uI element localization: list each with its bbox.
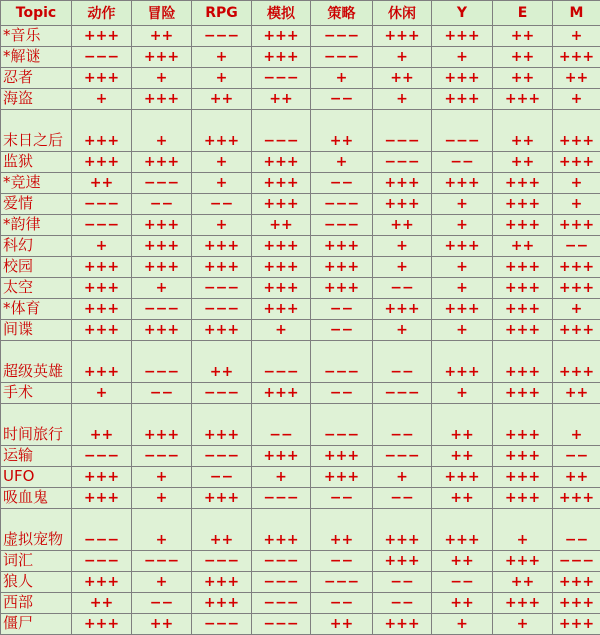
rating-cell: ++ — [132, 26, 192, 47]
rating-cell: +++ — [432, 299, 493, 320]
rating-cell: +++ — [373, 299, 432, 320]
table-row — [1, 383, 600, 404]
rating-cell: −−− — [373, 152, 432, 173]
rating-cell: −−− — [132, 299, 192, 320]
rating-cell: +++ — [553, 320, 600, 341]
rating-cell: +++ — [493, 194, 553, 215]
rating-cell: −−− — [252, 572, 311, 593]
rating-cell: ++ — [72, 173, 132, 194]
rating-cell: +++ — [252, 383, 311, 404]
rating-cell: +++ — [192, 110, 252, 152]
topic-cell: 吸血鬼 — [1, 488, 72, 509]
rating-cell: −− — [311, 89, 373, 110]
rating-cell: −−− — [192, 614, 252, 635]
rating-cell: −−− — [373, 446, 432, 467]
rating-cell: +++ — [432, 509, 493, 551]
header-e: E — [493, 1, 553, 26]
rating-cell: +++ — [493, 320, 553, 341]
rating-cell: ++ — [373, 215, 432, 236]
rating-cell: +++ — [493, 299, 553, 320]
topic-cell: 太空 — [1, 278, 72, 299]
rating-cell: +++ — [72, 110, 132, 152]
rating-cell: −−− — [252, 68, 311, 89]
rating-cell: −−− — [373, 383, 432, 404]
table-row — [1, 47, 600, 68]
rating-cell: ++ — [373, 68, 432, 89]
rating-cell: −− — [373, 278, 432, 299]
header-simulation: 模拟 — [252, 1, 311, 26]
table-row — [1, 404, 600, 446]
rating-cell: −−− — [132, 446, 192, 467]
table-row — [1, 215, 600, 236]
rating-cell: + — [132, 110, 192, 152]
rating-cell: +++ — [432, 236, 493, 257]
rating-cell: +++ — [192, 257, 252, 278]
header-adventure: 冒险 — [132, 1, 192, 26]
rating-cell: +++ — [252, 152, 311, 173]
rating-cell: −−− — [72, 194, 132, 215]
table-row — [1, 593, 600, 614]
topic-cell: *竞速 — [1, 173, 72, 194]
rating-cell: + — [192, 173, 252, 194]
rating-cell: −−− — [192, 26, 252, 47]
rating-cell: −−− — [252, 614, 311, 635]
rating-cell: +++ — [72, 467, 132, 488]
topic-cell: 爱情 — [1, 194, 72, 215]
rating-cell: +++ — [311, 236, 373, 257]
rating-cell: + — [132, 278, 192, 299]
rating-cell: −− — [553, 236, 600, 257]
rating-cell: +++ — [72, 341, 132, 383]
rating-cell: +++ — [252, 257, 311, 278]
rating-cell: +++ — [252, 299, 311, 320]
rating-cell: +++ — [432, 68, 493, 89]
rating-cell: −− — [373, 341, 432, 383]
rating-cell: +++ — [192, 236, 252, 257]
rating-cell: +++ — [493, 404, 553, 446]
topic-cell: UFO — [1, 467, 72, 488]
rating-cell: ++ — [553, 68, 600, 89]
rating-cell: + — [553, 194, 600, 215]
rating-cell: + — [373, 467, 432, 488]
rating-cell: −−− — [252, 593, 311, 614]
rating-cell: ++ — [311, 614, 373, 635]
rating-cell: ++ — [493, 572, 553, 593]
table-row — [1, 89, 600, 110]
rating-cell: + — [252, 467, 311, 488]
rating-cell: ++ — [192, 341, 252, 383]
rating-cell: +++ — [553, 488, 600, 509]
rating-cell: −− — [311, 593, 373, 614]
rating-cell: −− — [252, 404, 311, 446]
rating-cell: +++ — [432, 26, 493, 47]
rating-cell: + — [373, 89, 432, 110]
rating-cell: ++ — [192, 509, 252, 551]
table-row — [1, 446, 600, 467]
rating-cell: +++ — [192, 593, 252, 614]
rating-cell: +++ — [311, 278, 373, 299]
rating-cell: −−− — [553, 551, 600, 572]
rating-cell: −−− — [252, 488, 311, 509]
rating-cell: + — [432, 278, 493, 299]
rating-cell: −− — [373, 404, 432, 446]
rating-cell: + — [432, 194, 493, 215]
rating-cell: +++ — [132, 404, 192, 446]
rating-cell: −−− — [311, 341, 373, 383]
rating-cell: +++ — [311, 446, 373, 467]
rating-cell: + — [373, 257, 432, 278]
header-rpg: RPG — [192, 1, 252, 26]
rating-cell: −−− — [192, 446, 252, 467]
topic-cell: 词汇 — [1, 551, 72, 572]
rating-cell: +++ — [72, 26, 132, 47]
topic-cell: *音乐 — [1, 26, 72, 47]
rating-cell: −− — [311, 383, 373, 404]
rating-cell: ++ — [553, 383, 600, 404]
rating-cell: +++ — [72, 278, 132, 299]
rating-cell: ++ — [192, 89, 252, 110]
rating-cell: + — [432, 215, 493, 236]
rating-cell: +++ — [553, 278, 600, 299]
rating-cell: +++ — [252, 278, 311, 299]
topic-cell: 监狱 — [1, 152, 72, 173]
rating-cell: −− — [311, 320, 373, 341]
rating-cell: +++ — [373, 614, 432, 635]
table-row — [1, 572, 600, 593]
rating-cell: +++ — [132, 215, 192, 236]
rating-cell: +++ — [252, 173, 311, 194]
rating-cell: −− — [432, 152, 493, 173]
table-row — [1, 299, 600, 320]
rating-cell: −− — [373, 572, 432, 593]
table-row — [1, 278, 600, 299]
rating-cell: + — [432, 383, 493, 404]
table-row — [1, 194, 600, 215]
rating-cell: +++ — [553, 47, 600, 68]
topic-cell: 超级英雄 — [1, 341, 72, 383]
rating-cell: ++ — [132, 614, 192, 635]
rating-cell: −−− — [72, 509, 132, 551]
rating-cell: + — [553, 404, 600, 446]
rating-cell: + — [132, 467, 192, 488]
rating-cell: +++ — [132, 152, 192, 173]
rating-cell: −−− — [373, 110, 432, 152]
topic-cell: 西部 — [1, 593, 72, 614]
rating-cell: −− — [132, 593, 192, 614]
rating-cell: ++ — [493, 236, 553, 257]
rating-cell: + — [493, 509, 553, 551]
table-row — [1, 68, 600, 89]
rating-cell: +++ — [432, 341, 493, 383]
rating-cell: +++ — [553, 215, 600, 236]
table-row — [1, 551, 600, 572]
rating-cell: −− — [311, 488, 373, 509]
topic-cell: 狼人 — [1, 572, 72, 593]
topic-cell: 僵尸 — [1, 614, 72, 635]
rating-cell: +++ — [132, 89, 192, 110]
rating-cell: ++ — [493, 110, 553, 152]
rating-cell: −−− — [432, 110, 493, 152]
rating-cell: +++ — [252, 509, 311, 551]
rating-cell: +++ — [132, 47, 192, 68]
rating-cell: + — [311, 152, 373, 173]
rating-cell: −− — [192, 194, 252, 215]
rating-cell: + — [553, 89, 600, 110]
rating-cell: + — [432, 320, 493, 341]
table-row — [1, 257, 600, 278]
rating-cell: −− — [192, 467, 252, 488]
rating-cell: +++ — [72, 68, 132, 89]
rating-cell: +++ — [252, 26, 311, 47]
rating-cell: −−− — [252, 341, 311, 383]
rating-cell: −− — [311, 173, 373, 194]
rating-cell: + — [553, 299, 600, 320]
topic-cell: 科幻 — [1, 236, 72, 257]
rating-cell: + — [192, 152, 252, 173]
rating-cell: −−− — [132, 551, 192, 572]
rating-cell: +++ — [72, 488, 132, 509]
rating-cell: −− — [432, 572, 493, 593]
topic-cell: 忍者 — [1, 68, 72, 89]
rating-cell: +++ — [493, 341, 553, 383]
header-strategy: 策略 — [311, 1, 373, 26]
rating-cell: + — [432, 47, 493, 68]
rating-cell: +++ — [493, 257, 553, 278]
rating-cell: + — [192, 68, 252, 89]
rating-cell: + — [252, 320, 311, 341]
rating-cell: ++ — [311, 509, 373, 551]
rating-cell: +++ — [192, 404, 252, 446]
rating-cell: +++ — [432, 467, 493, 488]
table-row — [1, 509, 600, 551]
rating-cell: +++ — [493, 551, 553, 572]
rating-cell: +++ — [373, 26, 432, 47]
rating-cell: +++ — [132, 257, 192, 278]
header-m: M — [553, 1, 600, 26]
topic-cell: 末日之后 — [1, 110, 72, 152]
topic-cell: 校园 — [1, 257, 72, 278]
rating-cell: −−− — [311, 404, 373, 446]
rating-cell: +++ — [252, 47, 311, 68]
rating-cell: +++ — [553, 257, 600, 278]
rating-cell: −−− — [252, 110, 311, 152]
rating-cell: ++ — [72, 404, 132, 446]
topic-cell: 间谍 — [1, 320, 72, 341]
topic-cell: *韵律 — [1, 215, 72, 236]
rating-cell: +++ — [311, 467, 373, 488]
rating-cell: ++ — [553, 467, 600, 488]
table-row — [1, 320, 600, 341]
rating-cell: −−− — [72, 551, 132, 572]
rating-cell: +++ — [553, 152, 600, 173]
rating-cell: −−− — [72, 47, 132, 68]
topic-cell: 时间旅行 — [1, 404, 72, 446]
rating-cell: + — [192, 47, 252, 68]
topic-cell: *解谜 — [1, 47, 72, 68]
rating-cell: ++ — [432, 593, 493, 614]
rating-cell: +++ — [493, 173, 553, 194]
rating-cell: +++ — [493, 89, 553, 110]
rating-cell: +++ — [192, 572, 252, 593]
rating-cell: +++ — [252, 446, 311, 467]
rating-cell: +++ — [373, 551, 432, 572]
rating-cell: + — [72, 383, 132, 404]
rating-cell: −−− — [311, 26, 373, 47]
topic-cell: 运输 — [1, 446, 72, 467]
rating-cell: + — [493, 614, 553, 635]
rating-cell: +++ — [132, 320, 192, 341]
rating-cell: −−− — [252, 551, 311, 572]
rating-cell: +++ — [72, 320, 132, 341]
rating-cell: + — [373, 320, 432, 341]
rating-cell: + — [553, 26, 600, 47]
table-row — [1, 236, 600, 257]
rating-cell: +++ — [493, 215, 553, 236]
rating-cell: −− — [132, 194, 192, 215]
header-row — [1, 1, 600, 26]
table-row — [1, 26, 600, 47]
rating-cell: +++ — [252, 236, 311, 257]
table-row — [1, 110, 600, 152]
rating-cell: +++ — [493, 383, 553, 404]
rating-cell: ++ — [252, 89, 311, 110]
rating-cell: ++ — [311, 110, 373, 152]
rating-cell: −− — [311, 551, 373, 572]
rating-cell: ++ — [432, 404, 493, 446]
rating-cell: + — [432, 257, 493, 278]
rating-cell: + — [373, 47, 432, 68]
table-row — [1, 152, 600, 173]
rating-cell: −−− — [72, 446, 132, 467]
rating-cell: ++ — [432, 446, 493, 467]
rating-cell: −−− — [192, 278, 252, 299]
rating-cell: + — [132, 572, 192, 593]
rating-cell: +++ — [192, 320, 252, 341]
rating-cell: −−− — [132, 341, 192, 383]
rating-cell: +++ — [493, 278, 553, 299]
header-topic: Topic — [1, 1, 72, 26]
rating-cell: −−− — [192, 383, 252, 404]
rating-cell: −− — [553, 509, 600, 551]
rating-cell: −− — [373, 593, 432, 614]
rating-cell: +++ — [311, 257, 373, 278]
rating-cell: −−− — [311, 215, 373, 236]
rating-cell: −−− — [192, 551, 252, 572]
rating-cell: ++ — [252, 215, 311, 236]
rating-cell: −−− — [311, 194, 373, 215]
rating-cell: +++ — [72, 614, 132, 635]
rating-cell: + — [72, 89, 132, 110]
table-row — [1, 341, 600, 383]
topic-cell: 海盗 — [1, 89, 72, 110]
rating-cell: ++ — [493, 26, 553, 47]
rating-cell: + — [553, 173, 600, 194]
rating-cell: −− — [373, 488, 432, 509]
rating-cell: +++ — [432, 89, 493, 110]
rating-cell: −−− — [311, 572, 373, 593]
topic-cell: 虚拟宠物 — [1, 509, 72, 551]
rating-cell: −−− — [72, 215, 132, 236]
rating-cell: +++ — [192, 488, 252, 509]
rating-cell: +++ — [493, 467, 553, 488]
rating-cell: +++ — [72, 257, 132, 278]
table-row — [1, 614, 600, 635]
rating-cell: ++ — [432, 488, 493, 509]
rating-cell: +++ — [493, 593, 553, 614]
rating-cell: −−− — [132, 173, 192, 194]
rating-cell: +++ — [72, 152, 132, 173]
topic-cell: 手术 — [1, 383, 72, 404]
table-row — [1, 488, 600, 509]
rating-cell: +++ — [72, 299, 132, 320]
rating-cell: −− — [311, 299, 373, 320]
header-action: 动作 — [72, 1, 132, 26]
rating-cell: ++ — [72, 593, 132, 614]
rating-cell: +++ — [553, 593, 600, 614]
rating-cell: +++ — [493, 446, 553, 467]
rating-cell: ++ — [493, 68, 553, 89]
rating-cell: + — [132, 488, 192, 509]
rating-cell: −−− — [192, 299, 252, 320]
rating-cell: + — [432, 614, 493, 635]
rating-cell: −− — [553, 446, 600, 467]
rating-cell: + — [373, 236, 432, 257]
rating-cell: −− — [132, 383, 192, 404]
table-row — [1, 173, 600, 194]
header-casual: 休闲 — [373, 1, 432, 26]
rating-cell: + — [192, 215, 252, 236]
rating-cell: + — [132, 68, 192, 89]
table-row — [1, 467, 600, 488]
header-y: Y — [432, 1, 493, 26]
rating-cell: ++ — [493, 47, 553, 68]
rating-cell: +++ — [373, 194, 432, 215]
rating-cell: +++ — [553, 614, 600, 635]
rating-cell: +++ — [373, 173, 432, 194]
topic-cell: *体育 — [1, 299, 72, 320]
rating-cell: ++ — [493, 152, 553, 173]
rating-cell: + — [132, 509, 192, 551]
rating-cell: +++ — [493, 488, 553, 509]
rating-cell: −−− — [311, 47, 373, 68]
rating-cell: +++ — [252, 194, 311, 215]
table-body — [1, 26, 600, 635]
rating-cell: +++ — [553, 572, 600, 593]
rating-cell: + — [311, 68, 373, 89]
rating-cell: +++ — [432, 173, 493, 194]
rating-cell: +++ — [373, 509, 432, 551]
rating-cell: ++ — [432, 551, 493, 572]
rating-cell: +++ — [132, 236, 192, 257]
rating-cell: +++ — [553, 341, 600, 383]
rating-cell: + — [72, 236, 132, 257]
rating-cell: +++ — [72, 572, 132, 593]
rating-cell: +++ — [553, 110, 600, 152]
